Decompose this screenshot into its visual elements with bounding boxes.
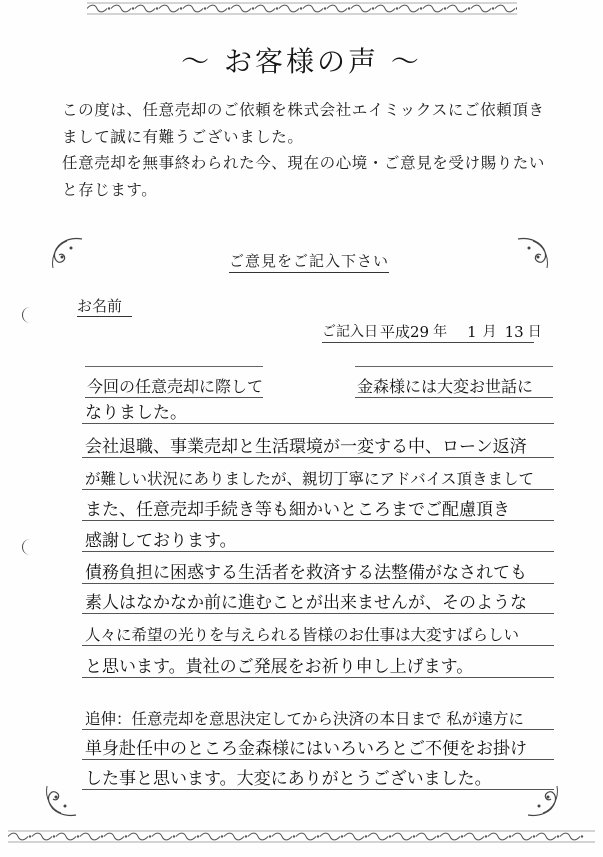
border-motif: [488, 833, 508, 840]
date-era-year: 平成29: [380, 323, 430, 341]
border-dot: [180, 7, 182, 9]
border-motif: [183, 5, 203, 12]
border-dot: [156, 7, 158, 9]
top-border-ornament: [87, 2, 517, 15]
comment-line-segment: 今回の任意売却に際して: [87, 377, 264, 396]
name-label: お名前: [77, 296, 132, 317]
border-motif: [351, 5, 371, 12]
comment-line: なりました。: [82, 402, 554, 424]
border-motif: [32, 833, 52, 840]
border-motif: [303, 5, 323, 12]
border-motif: [200, 833, 220, 840]
border-dot: [492, 7, 494, 9]
border-dot: [389, 835, 391, 837]
date-label: ご記入日: [322, 324, 378, 340]
border-dot: [269, 835, 271, 837]
intro-line: まして誠に有難うございました。: [62, 127, 304, 146]
border-dot: [324, 7, 326, 9]
border-dot: [461, 835, 463, 837]
border-dot: [149, 835, 151, 837]
border-motif: [207, 5, 227, 12]
border-motif: [375, 5, 395, 12]
border-motif: [440, 833, 460, 840]
border-dot: [228, 7, 230, 9]
border-motif: [560, 833, 580, 840]
border-dot: [245, 835, 247, 837]
border-motif: [320, 833, 340, 840]
comment-line: と思います。貴社のご発展をお祈り申し上げます。: [82, 656, 554, 678]
comment-line: 素人はなかなか前に進むことが出来ませんが、そのような: [82, 592, 554, 614]
name-entry-line: [355, 366, 553, 367]
comment-line: 感謝しております。: [82, 530, 554, 552]
border-dot: [444, 7, 446, 9]
border-dot: [276, 7, 278, 9]
comment-line-segment: 金森様には大変お世話に: [355, 376, 553, 398]
border-motif: [344, 833, 364, 840]
date-month-unit: 月: [482, 324, 497, 340]
border-motif: [512, 833, 532, 840]
border-motif: [159, 5, 179, 12]
border-dot: [125, 835, 127, 837]
border-dot: [509, 835, 511, 837]
comment-line: 人々に希望の光りを与えられる皆様のお仕事は大変すばらしい: [82, 624, 554, 646]
bottom-border-ornament: [8, 830, 595, 843]
border-motif: [176, 833, 196, 840]
postscript-line: した事と思います。大変にありがとうございました。: [82, 768, 554, 790]
date-day-unit: 日: [527, 324, 542, 340]
border-motif: [464, 833, 484, 840]
border-motif: [128, 833, 148, 840]
border-motif: [135, 5, 155, 12]
border-motif: [495, 5, 515, 12]
border-dot: [516, 7, 517, 9]
border-dot: [53, 835, 55, 837]
border-dot: [101, 835, 103, 837]
border-dot: [29, 835, 31, 837]
name-entry-line: [85, 366, 263, 367]
border-motif: [279, 5, 299, 12]
comment-line: また、任意売却手続き等も細かいところまでご配慮頂き: [82, 499, 554, 521]
date-month: 1: [467, 323, 477, 341]
border-dot: [77, 835, 79, 837]
border-motif: [231, 5, 251, 12]
border-dot: [197, 835, 199, 837]
border-dot: [581, 835, 583, 837]
border-dot: [372, 7, 374, 9]
border-motif: [327, 5, 347, 12]
border-motif: [224, 833, 244, 840]
border-motif: [104, 833, 124, 840]
border-motif: [80, 833, 100, 840]
border-motif: [56, 833, 76, 840]
border-motif: [272, 833, 292, 840]
border-dot: [204, 7, 206, 9]
comment-line: 会社退職、事業売却と生活環境が一変する中、ローン返済: [82, 436, 554, 458]
border-dot: [108, 7, 110, 9]
form-heading: ご意見をご記入下さい: [229, 251, 389, 273]
border-motif: [471, 5, 491, 12]
border-dot: [132, 7, 134, 9]
border-motif: [111, 5, 131, 12]
punch-hole-mark: [22, 539, 31, 555]
border-dot: [396, 7, 398, 9]
border-motif: [416, 833, 436, 840]
border-dot: [348, 7, 350, 9]
border-dot: [437, 835, 439, 837]
border-dot: [252, 7, 254, 9]
border-dot: [420, 7, 422, 9]
corner-ornament-top-right: [516, 236, 550, 270]
border-motif: [87, 5, 107, 12]
border-dot: [468, 7, 470, 9]
intro-paragraph: [62, 97, 562, 203]
border-dot: [485, 835, 487, 837]
border-dot: [221, 835, 223, 837]
border-dot: [300, 7, 302, 9]
date-day: 13: [504, 323, 524, 341]
intro-line: と存じます。: [62, 180, 158, 199]
border-dot: [293, 835, 295, 837]
border-motif: [447, 5, 467, 12]
punch-hole-mark: [22, 307, 31, 323]
comment-line: が難しい状況にありましたが、親切丁寧にアドバイス頂きまして: [82, 468, 554, 490]
postscript-line: 単身赴任中のところ金森様にはいろいろとご不便をお掛け: [82, 738, 554, 760]
border-motif: [152, 833, 172, 840]
intro-line: この度は、任意売却のご依頼を株式会社エイミックスにご依頼頂き: [62, 101, 545, 119]
border-dot: [365, 835, 367, 837]
entry-date: [322, 322, 542, 343]
corner-ornament-top-left: [50, 236, 84, 270]
corner-ornament-bottom-left: [44, 784, 78, 818]
border-motif: [255, 5, 275, 12]
border-dot: [341, 835, 343, 837]
border-motif: [536, 833, 556, 840]
border-dot: [173, 835, 175, 837]
border-dot: [413, 835, 415, 837]
comment-line: 債務負担に困惑する生活者を救済する法整備がなされても: [82, 562, 554, 584]
border-motif: [368, 833, 388, 840]
border-motif: [8, 833, 28, 840]
page-title: ～ お客様の声 ～: [181, 45, 422, 78]
border-motif: [399, 5, 419, 12]
border-dot: [557, 835, 559, 837]
postscript-line: 追伸：任意売却を意思決定してから決済の本日まで 私が遠方に: [82, 708, 554, 730]
date-year-unit: 年: [433, 324, 448, 340]
border-motif: [423, 5, 443, 12]
intro-line: 任意売却を無事終わられた今、現在の心境・ご意見を受け賜りたい: [62, 154, 546, 172]
border-dot: [533, 835, 535, 837]
border-motif: [248, 833, 268, 840]
border-motif: [392, 833, 412, 840]
border-dot: [317, 835, 319, 837]
border-motif: [296, 833, 316, 840]
